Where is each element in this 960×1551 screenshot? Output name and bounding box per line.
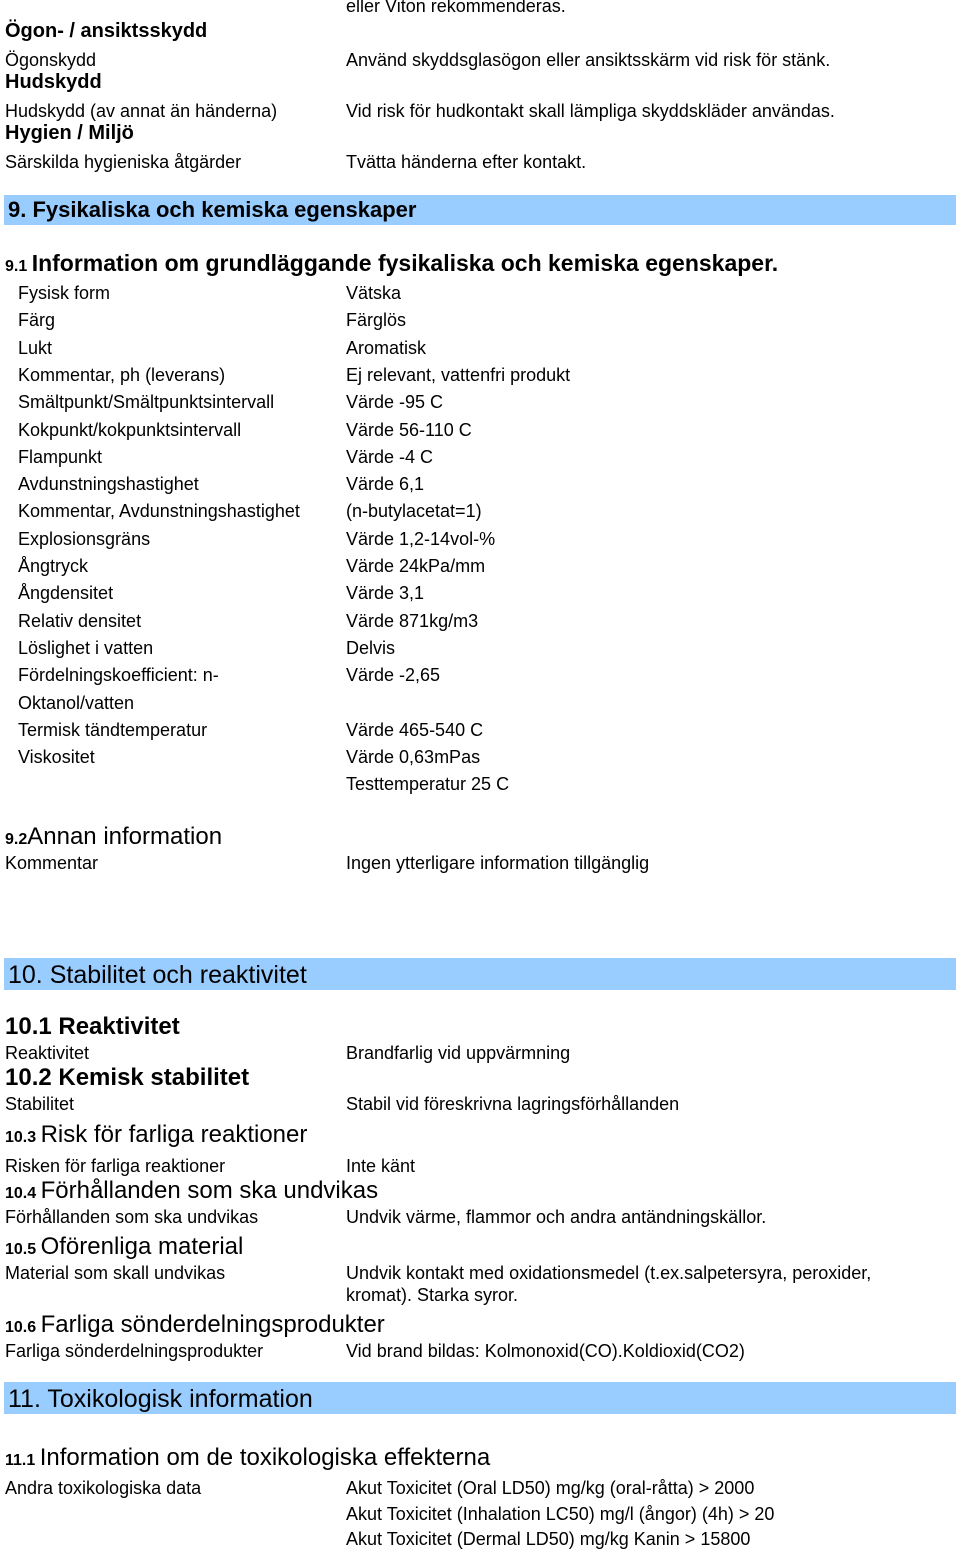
subsection-number: 9.2 xyxy=(5,831,28,848)
property-value: Ej relevant, vattenfri produkt xyxy=(346,365,571,385)
property-value: (n-butylacetat=1) xyxy=(346,501,482,521)
property-label: Kokpunkt/kokpunktsintervall xyxy=(18,420,242,440)
property-label: Kommentar, Avdunstningshastighet xyxy=(18,501,300,521)
reactivity-value: Brandfarlig vid uppvärmning xyxy=(346,1043,571,1063)
subsection-title: Information om de toxikologiska effekterna xyxy=(39,1444,491,1471)
section-10-band xyxy=(4,958,956,990)
property-label: Relativ densitet xyxy=(18,611,142,631)
decomposition-value: Vid brand bildas: Kolmonoxid(CO).Koldioxid(CO2) xyxy=(346,1341,745,1361)
subsection-10-6-heading xyxy=(5,1310,385,1343)
hazardous-reactions-value: Inte känt xyxy=(346,1156,416,1176)
section-11-band xyxy=(4,1382,956,1414)
property-label: Ångdensitet xyxy=(18,583,114,603)
conditions-avoid-value: Undvik värme, flammor och andra antändningskällor. xyxy=(346,1207,767,1227)
subsection-10-4-heading xyxy=(5,1176,378,1209)
subsection-10-1-title: 10.1 Reaktivitet xyxy=(5,1013,180,1040)
subsection-9-1-heading xyxy=(5,249,778,281)
subsection-number: 10.3 xyxy=(5,1129,37,1146)
property-label: Fysisk form xyxy=(18,283,110,303)
subsection-number: 11.1 xyxy=(5,1452,36,1469)
skin-protection-label: Hudskydd (av annat än händerna) xyxy=(5,101,278,121)
subsection-11-1-heading xyxy=(5,1443,490,1476)
property-value: Värde 6,1 xyxy=(346,474,425,494)
subsection-number: 10.5 xyxy=(5,1241,37,1258)
hygiene-heading: Hygien / Miljö xyxy=(5,122,134,144)
section-11-title: 11. Toxikologisk information xyxy=(8,1385,313,1413)
tox-data-label: Andra toxikologiska data xyxy=(5,1478,202,1498)
property-label: Oktanol/vatten xyxy=(18,693,135,713)
property-label: Explosionsgräns xyxy=(18,529,151,549)
subsection-title: Oförenliga material xyxy=(40,1233,244,1260)
other-info-label: Kommentar xyxy=(5,853,99,873)
property-value: Värde 465-540 C xyxy=(346,720,484,740)
property-label: Färg xyxy=(18,310,56,330)
eye-protection-label: Ögonskydd xyxy=(5,50,97,70)
property-value: Färglös xyxy=(346,310,407,330)
section-9-title: 9. Fysikaliska och kemiska egenskaper xyxy=(8,197,417,222)
reactivity-label: Reaktivitet xyxy=(5,1043,90,1063)
subsection-number: 9.1 xyxy=(5,258,28,275)
property-label: Kommentar, ph (leverans) xyxy=(18,365,226,385)
stability-value: Stabil vid föreskrivna lagringsförhållanden xyxy=(346,1094,680,1114)
property-value: Värde 1,2-14vol-% xyxy=(346,529,496,549)
conditions-avoid-label: Förhållanden som ska undvikas xyxy=(5,1207,259,1227)
eye-protection-value: Använd skyddsglasögon eller ansiktsskärm vid risk för stänk. xyxy=(346,50,831,70)
stability-label: Stabilitet xyxy=(5,1094,75,1114)
property-label: Smältpunkt/Smältpunktsintervall xyxy=(18,392,275,412)
property-value: Aromatisk xyxy=(346,338,427,358)
property-label: Ångtryck xyxy=(18,556,89,576)
incompatible-materials-label: Material som skall undvikas xyxy=(5,1263,226,1283)
property-label: Fördelningskoefficient: n- xyxy=(18,665,219,685)
property-label: Löslighet i vatten xyxy=(18,638,154,658)
tox-value-3: Akut Toxicitet (Dermal LD50) mg/kg Kanin > 15800 xyxy=(346,1529,751,1549)
property-value: Värde 24kPa/mm xyxy=(346,556,486,576)
subsection-title: Farliga sönderdelningsprodukter xyxy=(40,1311,385,1338)
subsection-title: Information om grundläggande fysikaliska och kemiska egenskaper. xyxy=(31,250,779,276)
property-value: Värde 871kg/m3 xyxy=(346,611,479,631)
section-10-title: 10. Stabilitet och reaktivitet xyxy=(8,961,307,989)
property-label: Lukt xyxy=(18,338,53,358)
property-value: Värde -95 C xyxy=(346,392,444,412)
hygiene-value: Tvätta händerna efter kontakt. xyxy=(346,152,587,172)
subsection-title: Risk för farliga reaktioner xyxy=(40,1121,308,1148)
subsection-10-3-heading xyxy=(5,1120,307,1153)
property-value: Värde -4 C xyxy=(346,447,434,467)
property-value: Värde 56-110 C xyxy=(346,420,472,440)
subsection-9-2-heading xyxy=(5,822,222,855)
property-label: Termisk tändtemperatur xyxy=(18,720,208,740)
section-9-band xyxy=(4,195,956,225)
hazardous-reactions-label: Risken för farliga reaktioner xyxy=(5,1156,226,1176)
skin-protection-heading: Hudskydd xyxy=(5,71,102,93)
subsection-title: Förhållanden som ska undvikas xyxy=(40,1177,379,1204)
property-label: Viskositet xyxy=(18,747,95,767)
property-value: Värde 0,63mPas xyxy=(346,747,481,767)
property-value: Värde -2,65 xyxy=(346,665,441,685)
property-value: Delvis xyxy=(346,638,396,658)
incompatible-materials-value-line-2: kromat). Starka syror. xyxy=(346,1285,519,1305)
previous-page-fragment: eller Viton rekommenderas. xyxy=(346,0,566,16)
subsection-10-2-title: 10.2 Kemisk stabilitet xyxy=(5,1064,250,1091)
hygiene-label: Särskilda hygieniska åtgärder xyxy=(5,152,242,172)
property-label: Flampunkt xyxy=(18,447,103,467)
subsection-10-5-heading xyxy=(5,1232,243,1265)
property-value: Värde 3,1 xyxy=(346,583,425,603)
property-value: Vätska xyxy=(346,283,402,303)
tox-value-2: Akut Toxicitet (Inhalation LC50) mg/l (ångor) (4h) > 20 xyxy=(346,1504,775,1524)
property-label: Avdunstningshastighet xyxy=(18,474,199,494)
property-value: Testtemperatur 25 C xyxy=(346,774,510,794)
subsection-number: 10.6 xyxy=(5,1319,37,1336)
subsection-title: Annan information xyxy=(27,823,223,850)
subsection-number: 10.4 xyxy=(5,1185,37,1202)
other-info-value: Ingen ytterligare information tillgänglig xyxy=(346,853,650,873)
eye-protection-heading: Ögon- / ansiktsskydd xyxy=(5,20,208,42)
decomposition-label: Farliga sönderdelningsprodukter xyxy=(5,1341,264,1361)
incompatible-materials-value-line-1: Undvik kontakt med oxidationsmedel (t.ex.salpetersyra, peroxider, xyxy=(346,1263,872,1283)
tox-value-1: Akut Toxicitet (Oral LD50) mg/kg (oral-råtta) > 2000 xyxy=(346,1478,755,1498)
skin-protection-value: Vid risk för hudkontakt skall lämpliga skyddskläder användas. xyxy=(346,101,835,121)
